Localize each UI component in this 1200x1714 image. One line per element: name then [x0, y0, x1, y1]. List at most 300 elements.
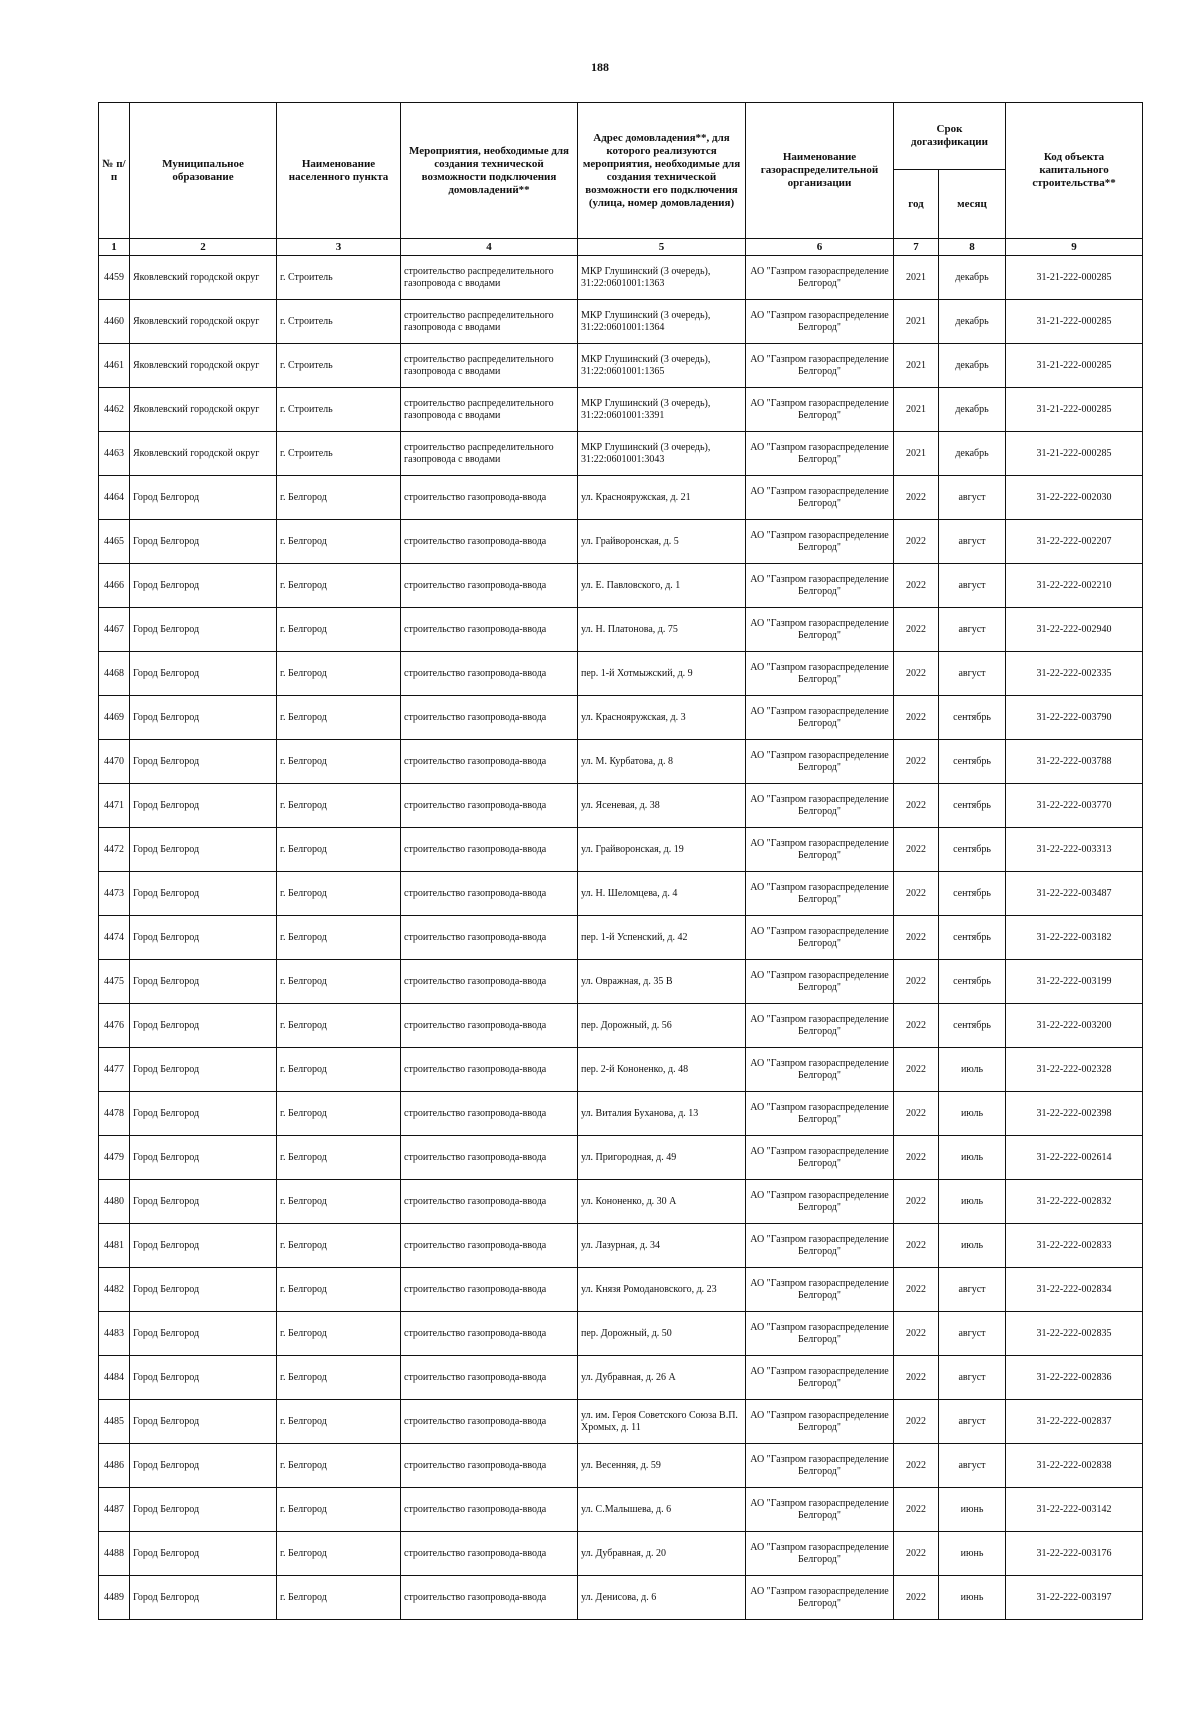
cell-measure: строительство газопровода-ввода — [401, 1312, 578, 1356]
cell-year: 2022 — [894, 1004, 939, 1048]
cell-settlement: г. Белгород — [277, 916, 401, 960]
cell-num: 4477 — [99, 1048, 130, 1092]
cell-code: 31-22-222-002833 — [1006, 1224, 1143, 1268]
cell-settlement: г. Белгород — [277, 828, 401, 872]
cell-municipality: Город Белгород — [130, 564, 277, 608]
cell-measure: строительство газопровода-ввода — [401, 1576, 578, 1620]
cell-org: АО "Газпром газораспределение Белгород" — [746, 652, 894, 696]
cell-measure: строительство газопровода-ввода — [401, 652, 578, 696]
cell-code: 31-22-222-002832 — [1006, 1180, 1143, 1224]
cell-settlement: г. Белгород — [277, 1576, 401, 1620]
cell-year: 2022 — [894, 1312, 939, 1356]
cell-num: 4484 — [99, 1356, 130, 1400]
cell-org: АО "Газпром газораспределение Белгород" — [746, 432, 894, 476]
table-row — [99, 432, 1143, 476]
header-settlement: Наименование населенного пункта — [277, 103, 401, 239]
cell-org: АО "Газпром газораспределение Белгород" — [746, 388, 894, 432]
cell-address: ул. им. Героя Советского Союза В.П. Хромых, д. 11 — [578, 1400, 746, 1444]
cell-month: июль — [939, 1224, 1006, 1268]
cell-settlement: г. Строитель — [277, 388, 401, 432]
cell-org: АО "Газпром газораспределение Белгород" — [746, 1488, 894, 1532]
gasification-table — [98, 102, 1143, 1620]
cell-org: АО "Газпром газораспределение Белгород" — [746, 1048, 894, 1092]
cell-org: АО "Газпром газораспределение Белгород" — [746, 1532, 894, 1576]
cell-num: 4483 — [99, 1312, 130, 1356]
cell-measure: строительство газопровода-ввода — [401, 1048, 578, 1092]
cell-municipality: Город Белгород — [130, 1092, 277, 1136]
cell-code: 31-22-222-003487 — [1006, 872, 1143, 916]
cell-num: 4485 — [99, 1400, 130, 1444]
cell-settlement: г. Белгород — [277, 1400, 401, 1444]
cell-address: пер. 1-й Хотмыжский, д. 9 — [578, 652, 746, 696]
cell-settlement: г. Белгород — [277, 784, 401, 828]
cell-settlement: г. Белгород — [277, 520, 401, 564]
cell-org: АО "Газпром газораспределение Белгород" — [746, 740, 894, 784]
cell-num: 4460 — [99, 300, 130, 344]
cell-address: ул. Виталия Буханова, д. 13 — [578, 1092, 746, 1136]
cell-org: АО "Газпром газораспределение Белгород" — [746, 1444, 894, 1488]
cell-measure: строительство газопровода-ввода — [401, 1444, 578, 1488]
cell-municipality: Яковлевский городской округ — [130, 300, 277, 344]
cell-measure: строительство газопровода-ввода — [401, 740, 578, 784]
header-address: Адрес домовладения**, для которого реализуются мероприятия, необходимые для создания технической возможности его подключения (улица, номер домовладения) — [578, 103, 746, 239]
cell-measure: строительство распределительного газопровода с вводами — [401, 432, 578, 476]
cell-code: 31-22-222-002835 — [1006, 1312, 1143, 1356]
cell-code: 31-22-222-002834 — [1006, 1268, 1143, 1312]
table-row — [99, 1576, 1143, 1620]
cell-org: АО "Газпром газораспределение Белгород" — [746, 1312, 894, 1356]
cell-municipality: Город Белгород — [130, 1224, 277, 1268]
cell-settlement: г. Белгород — [277, 1004, 401, 1048]
cell-municipality: Яковлевский городской округ — [130, 256, 277, 300]
cell-measure: строительство газопровода-ввода — [401, 1356, 578, 1400]
table-row — [99, 1136, 1143, 1180]
table-row — [99, 1048, 1143, 1092]
cell-month: август — [939, 608, 1006, 652]
cell-year: 2022 — [894, 1268, 939, 1312]
cell-num: 4476 — [99, 1004, 130, 1048]
cell-address: пер. 2-й Кононенко, д. 48 — [578, 1048, 746, 1092]
cell-org: АО "Газпром газораспределение Белгород" — [746, 300, 894, 344]
cell-address: ул. Пригородная, д. 49 — [578, 1136, 746, 1180]
cell-month: август — [939, 1312, 1006, 1356]
cell-code: 31-21-222-000285 — [1006, 256, 1143, 300]
cell-month: август — [939, 1356, 1006, 1400]
cell-address: ул. Кононенко, д. 30 А — [578, 1180, 746, 1224]
cell-municipality: Город Белгород — [130, 696, 277, 740]
cell-code: 31-22-222-003199 — [1006, 960, 1143, 1004]
cell-settlement: г. Белгород — [277, 1356, 401, 1400]
cell-measure: строительство газопровода-ввода — [401, 696, 578, 740]
cell-month: август — [939, 476, 1006, 520]
cell-num: 4481 — [99, 1224, 130, 1268]
cell-code: 31-22-222-003313 — [1006, 828, 1143, 872]
cell-num: 4470 — [99, 740, 130, 784]
cell-measure: строительство газопровода-ввода — [401, 784, 578, 828]
cell-code: 31-21-222-000285 — [1006, 388, 1143, 432]
cell-num: 4464 — [99, 476, 130, 520]
cell-municipality: Город Белгород — [130, 520, 277, 564]
cell-year: 2022 — [894, 1092, 939, 1136]
cell-settlement: г. Белгород — [277, 1488, 401, 1532]
cell-org: АО "Газпром газораспределение Белгород" — [746, 564, 894, 608]
cell-code: 31-22-222-002335 — [1006, 652, 1143, 696]
cell-measure: строительство распределительного газопровода с вводами — [401, 344, 578, 388]
cell-org: АО "Газпром газораспределение Белгород" — [746, 256, 894, 300]
cell-year: 2022 — [894, 1180, 939, 1224]
cell-month: декабрь — [939, 388, 1006, 432]
cell-address: ул. Н. Шеломцева, д. 4 — [578, 872, 746, 916]
cell-org: АО "Газпром газораспределение Белгород" — [746, 520, 894, 564]
cell-settlement: г. Белгород — [277, 1048, 401, 1092]
cell-municipality: Город Белгород — [130, 1532, 277, 1576]
table-row — [99, 960, 1143, 1004]
cell-address: ул. Е. Павловского, д. 1 — [578, 564, 746, 608]
cell-code: 31-22-222-003142 — [1006, 1488, 1143, 1532]
table-row — [99, 1092, 1143, 1136]
cell-municipality: Город Белгород — [130, 1444, 277, 1488]
table-row — [99, 784, 1143, 828]
cell-org: АО "Газпром газораспределение Белгород" — [746, 872, 894, 916]
table-row — [99, 916, 1143, 960]
cell-measure: строительство газопровода-ввода — [401, 1180, 578, 1224]
cell-num: 4478 — [99, 1092, 130, 1136]
cell-num: 4475 — [99, 960, 130, 1004]
cell-year: 2022 — [894, 1224, 939, 1268]
cell-address: ул. Денисова, д. 6 — [578, 1576, 746, 1620]
cell-year: 2022 — [894, 1048, 939, 1092]
cell-municipality: Город Белгород — [130, 1136, 277, 1180]
table-row — [99, 1180, 1143, 1224]
cell-address: МКР Глушинский (3 очередь), 31:22:0601001:1365 — [578, 344, 746, 388]
cell-code: 31-22-222-002838 — [1006, 1444, 1143, 1488]
cell-measure: строительство газопровода-ввода — [401, 828, 578, 872]
cell-org: АО "Газпром газораспределение Белгород" — [746, 784, 894, 828]
cell-year: 2022 — [894, 1136, 939, 1180]
cell-measure: строительство газопровода-ввода — [401, 476, 578, 520]
cell-measure: строительство газопровода-ввода — [401, 1488, 578, 1532]
cell-measure: строительство газопровода-ввода — [401, 1004, 578, 1048]
cell-municipality: Яковлевский городской округ — [130, 432, 277, 476]
cell-settlement: г. Белгород — [277, 1224, 401, 1268]
cell-org: АО "Газпром газораспределение Белгород" — [746, 1576, 894, 1620]
cell-measure: строительство газопровода-ввода — [401, 1092, 578, 1136]
cell-measure: строительство газопровода-ввода — [401, 1400, 578, 1444]
cell-org: АО "Газпром газораспределение Белгород" — [746, 1400, 894, 1444]
cell-measure: строительство газопровода-ввода — [401, 608, 578, 652]
cell-settlement: г. Белгород — [277, 696, 401, 740]
cell-code: 31-22-222-002940 — [1006, 608, 1143, 652]
cell-year: 2021 — [894, 300, 939, 344]
cell-num: 4479 — [99, 1136, 130, 1180]
cell-org: АО "Газпром газораспределение Белгород" — [746, 1092, 894, 1136]
table-row — [99, 300, 1143, 344]
cell-num: 4459 — [99, 256, 130, 300]
cell-address: ул. Ясеневая, д. 38 — [578, 784, 746, 828]
cell-address: пер. Дорожный, д. 56 — [578, 1004, 746, 1048]
table-row — [99, 1312, 1143, 1356]
cell-num: 4471 — [99, 784, 130, 828]
cell-municipality: Город Белгород — [130, 828, 277, 872]
cell-org: АО "Газпром газораспределение Белгород" — [746, 916, 894, 960]
cell-municipality: Город Белгород — [130, 960, 277, 1004]
cell-address: МКР Глушинский (3 очередь), 31:22:0601001:1364 — [578, 300, 746, 344]
cell-org: АО "Газпром газораспределение Белгород" — [746, 476, 894, 520]
cell-year: 2022 — [894, 1400, 939, 1444]
cell-num: 4472 — [99, 828, 130, 872]
column-number: 8 — [939, 239, 1006, 256]
cell-municipality: Город Белгород — [130, 1488, 277, 1532]
page-number: 188 — [591, 60, 609, 74]
cell-num: 4473 — [99, 872, 130, 916]
header-code: Код объекта капитального строительства** — [1006, 103, 1143, 239]
table-row — [99, 1488, 1143, 1532]
cell-settlement: г. Белгород — [277, 1136, 401, 1180]
cell-settlement: г. Белгород — [277, 872, 401, 916]
cell-year: 2022 — [894, 1532, 939, 1576]
table-row — [99, 872, 1143, 916]
cell-measure: строительство газопровода-ввода — [401, 564, 578, 608]
cell-settlement: г. Белгород — [277, 1180, 401, 1224]
cell-municipality: Город Белгород — [130, 608, 277, 652]
cell-settlement: г. Строитель — [277, 344, 401, 388]
cell-municipality: Город Белгород — [130, 1004, 277, 1048]
header-municipality: Муниципальное образование — [130, 103, 277, 239]
cell-month: июнь — [939, 1488, 1006, 1532]
column-number: 4 — [401, 239, 578, 256]
cell-address: ул. Краснояружская, д. 3 — [578, 696, 746, 740]
cell-code: 31-21-222-000285 — [1006, 300, 1143, 344]
cell-settlement: г. Белгород — [277, 1532, 401, 1576]
cell-measure: строительство газопровода-ввода — [401, 520, 578, 564]
cell-address: ул. Грайворонская, д. 19 — [578, 828, 746, 872]
cell-code: 31-22-222-002614 — [1006, 1136, 1143, 1180]
cell-code: 31-22-222-002836 — [1006, 1356, 1143, 1400]
cell-year: 2022 — [894, 1576, 939, 1620]
cell-month: август — [939, 652, 1006, 696]
cell-month: сентябрь — [939, 784, 1006, 828]
cell-address: ул. Грайворонская, д. 5 — [578, 520, 746, 564]
cell-municipality: Город Белгород — [130, 916, 277, 960]
column-number-row — [99, 239, 1143, 256]
cell-num: 4486 — [99, 1444, 130, 1488]
cell-address: ул. Весенняя, д. 59 — [578, 1444, 746, 1488]
cell-year: 2022 — [894, 476, 939, 520]
cell-num: 4466 — [99, 564, 130, 608]
cell-code: 31-21-222-000285 — [1006, 432, 1143, 476]
cell-municipality: Город Белгород — [130, 1312, 277, 1356]
cell-org: АО "Газпром газораспределение Белгород" — [746, 960, 894, 1004]
cell-month: сентябрь — [939, 916, 1006, 960]
cell-year: 2022 — [894, 960, 939, 1004]
cell-month: декабрь — [939, 344, 1006, 388]
cell-month: август — [939, 520, 1006, 564]
cell-municipality: Город Белгород — [130, 1400, 277, 1444]
cell-month: август — [939, 1400, 1006, 1444]
cell-measure: строительство газопровода-ввода — [401, 1268, 578, 1312]
cell-org: АО "Газпром газораспределение Белгород" — [746, 1356, 894, 1400]
table-row — [99, 1224, 1143, 1268]
cell-address: МКР Глушинский (3 очередь), 31:22:0601001:3043 — [578, 432, 746, 476]
cell-year: 2021 — [894, 344, 939, 388]
cell-month: сентябрь — [939, 872, 1006, 916]
cell-month: сентябрь — [939, 960, 1006, 1004]
cell-code: 31-22-222-003770 — [1006, 784, 1143, 828]
cell-code: 31-22-222-002837 — [1006, 1400, 1143, 1444]
cell-settlement: г. Белгород — [277, 1444, 401, 1488]
table-row — [99, 520, 1143, 564]
cell-month: июнь — [939, 1532, 1006, 1576]
cell-org: АО "Газпром газораспределение Белгород" — [746, 608, 894, 652]
column-number: 1 — [99, 239, 130, 256]
cell-measure: строительство газопровода-ввода — [401, 960, 578, 1004]
cell-measure: строительство распределительного газопровода с вводами — [401, 256, 578, 300]
cell-year: 2022 — [894, 696, 939, 740]
cell-settlement: г. Белгород — [277, 564, 401, 608]
table-row — [99, 1532, 1143, 1576]
cell-month: декабрь — [939, 300, 1006, 344]
table-row — [99, 1400, 1143, 1444]
column-number: 5 — [578, 239, 746, 256]
cell-org: АО "Газпром газораспределение Белгород" — [746, 1180, 894, 1224]
cell-settlement: г. Белгород — [277, 652, 401, 696]
cell-num: 4489 — [99, 1576, 130, 1620]
cell-year: 2022 — [894, 652, 939, 696]
header-measures: Мероприятия, необходимые для создания технической возможности подключения домовладений** — [401, 103, 578, 239]
cell-month: декабрь — [939, 432, 1006, 476]
cell-year: 2022 — [894, 1444, 939, 1488]
table-row — [99, 652, 1143, 696]
cell-municipality: Город Белгород — [130, 652, 277, 696]
cell-year: 2022 — [894, 1488, 939, 1532]
cell-num: 4463 — [99, 432, 130, 476]
cell-num: 4465 — [99, 520, 130, 564]
table-row — [99, 740, 1143, 784]
cell-address: пер. 1-й Успенский, д. 42 — [578, 916, 746, 960]
cell-settlement: г. Белгород — [277, 960, 401, 1004]
cell-month: сентябрь — [939, 740, 1006, 784]
cell-address: ул. Лазурная, д. 34 — [578, 1224, 746, 1268]
cell-code: 31-22-222-003176 — [1006, 1532, 1143, 1576]
cell-num: 4462 — [99, 388, 130, 432]
cell-measure: строительство газопровода-ввода — [401, 916, 578, 960]
cell-num: 4480 — [99, 1180, 130, 1224]
cell-settlement: г. Белгород — [277, 1312, 401, 1356]
column-number: 6 — [746, 239, 894, 256]
cell-municipality: Город Белгород — [130, 740, 277, 784]
cell-year: 2021 — [894, 432, 939, 476]
cell-org: АО "Газпром газораспределение Белгород" — [746, 1268, 894, 1312]
cell-address: ул. Краснояружская, д. 21 — [578, 476, 746, 520]
cell-settlement: г. Белгород — [277, 1092, 401, 1136]
header-year: год — [894, 170, 939, 239]
cell-code: 31-22-222-002398 — [1006, 1092, 1143, 1136]
cell-num: 4468 — [99, 652, 130, 696]
cell-org: АО "Газпром газораспределение Белгород" — [746, 344, 894, 388]
header-month: месяц — [939, 170, 1006, 239]
table-row — [99, 564, 1143, 608]
cell-month: июль — [939, 1180, 1006, 1224]
cell-municipality: Город Белгород — [130, 1268, 277, 1312]
header-term: Срок догазификации — [894, 103, 1006, 170]
cell-municipality: Город Белгород — [130, 1576, 277, 1620]
cell-municipality: Город Белгород — [130, 476, 277, 520]
table-header — [99, 103, 1143, 256]
cell-settlement: г. Белгород — [277, 608, 401, 652]
cell-municipality: Яковлевский городской округ — [130, 388, 277, 432]
cell-month: сентябрь — [939, 828, 1006, 872]
cell-month: июль — [939, 1048, 1006, 1092]
cell-org: АО "Газпром газораспределение Белгород" — [746, 1004, 894, 1048]
cell-municipality: Город Белгород — [130, 872, 277, 916]
cell-code: 31-22-222-002030 — [1006, 476, 1143, 520]
cell-settlement: г. Строитель — [277, 256, 401, 300]
cell-address: ул. М. Курбатова, д. 8 — [578, 740, 746, 784]
cell-month: август — [939, 1444, 1006, 1488]
cell-month: июль — [939, 1136, 1006, 1180]
cell-address: ул. С.Малышева, д. 6 — [578, 1488, 746, 1532]
cell-month: август — [939, 1268, 1006, 1312]
cell-address: ул. Князя Ромодановского, д. 23 — [578, 1268, 746, 1312]
cell-address: ул. Дубравная, д. 20 — [578, 1532, 746, 1576]
cell-settlement: г. Белгород — [277, 476, 401, 520]
cell-settlement: г. Строитель — [277, 300, 401, 344]
cell-year: 2022 — [894, 740, 939, 784]
table-row — [99, 344, 1143, 388]
table-row — [99, 1268, 1143, 1312]
cell-year: 2022 — [894, 1356, 939, 1400]
cell-code: 31-22-222-003790 — [1006, 696, 1143, 740]
cell-month: август — [939, 564, 1006, 608]
cell-address: пер. Дорожный, д. 50 — [578, 1312, 746, 1356]
cell-year: 2022 — [894, 872, 939, 916]
cell-settlement: г. Белгород — [277, 1268, 401, 1312]
cell-measure: строительство газопровода-ввода — [401, 1532, 578, 1576]
header-org: Наименование газораспределительной организации — [746, 103, 894, 239]
column-number: 9 — [1006, 239, 1143, 256]
cell-settlement: г. Строитель — [277, 432, 401, 476]
cell-org: АО "Газпром газораспределение Белгород" — [746, 828, 894, 872]
cell-municipality: Город Белгород — [130, 1048, 277, 1092]
cell-address: ул. Овражная, д. 35 В — [578, 960, 746, 1004]
column-number: 7 — [894, 239, 939, 256]
column-number: 3 — [277, 239, 401, 256]
table-row — [99, 1356, 1143, 1400]
cell-num: 4474 — [99, 916, 130, 960]
cell-code: 31-22-222-003200 — [1006, 1004, 1143, 1048]
cell-code: 31-22-222-002207 — [1006, 520, 1143, 564]
cell-municipality: Город Белгород — [130, 784, 277, 828]
cell-month: сентябрь — [939, 696, 1006, 740]
cell-num: 4482 — [99, 1268, 130, 1312]
cell-code: 31-22-222-003182 — [1006, 916, 1143, 960]
cell-year: 2022 — [894, 520, 939, 564]
cell-num: 4487 — [99, 1488, 130, 1532]
table-row — [99, 1444, 1143, 1488]
header-num: № п/п — [99, 103, 130, 239]
cell-code: 31-22-222-002210 — [1006, 564, 1143, 608]
cell-address: МКР Глушинский (3 очередь), 31:22:0601001:1363 — [578, 256, 746, 300]
cell-org: АО "Газпром газораспределение Белгород" — [746, 1224, 894, 1268]
cell-municipality: Город Белгород — [130, 1356, 277, 1400]
table-row — [99, 696, 1143, 740]
table-row — [99, 388, 1143, 432]
cell-code: 31-22-222-002328 — [1006, 1048, 1143, 1092]
cell-month: сентябрь — [939, 1004, 1006, 1048]
cell-num: 4488 — [99, 1532, 130, 1576]
cell-settlement: г. Белгород — [277, 740, 401, 784]
cell-code: 31-21-222-000285 — [1006, 344, 1143, 388]
